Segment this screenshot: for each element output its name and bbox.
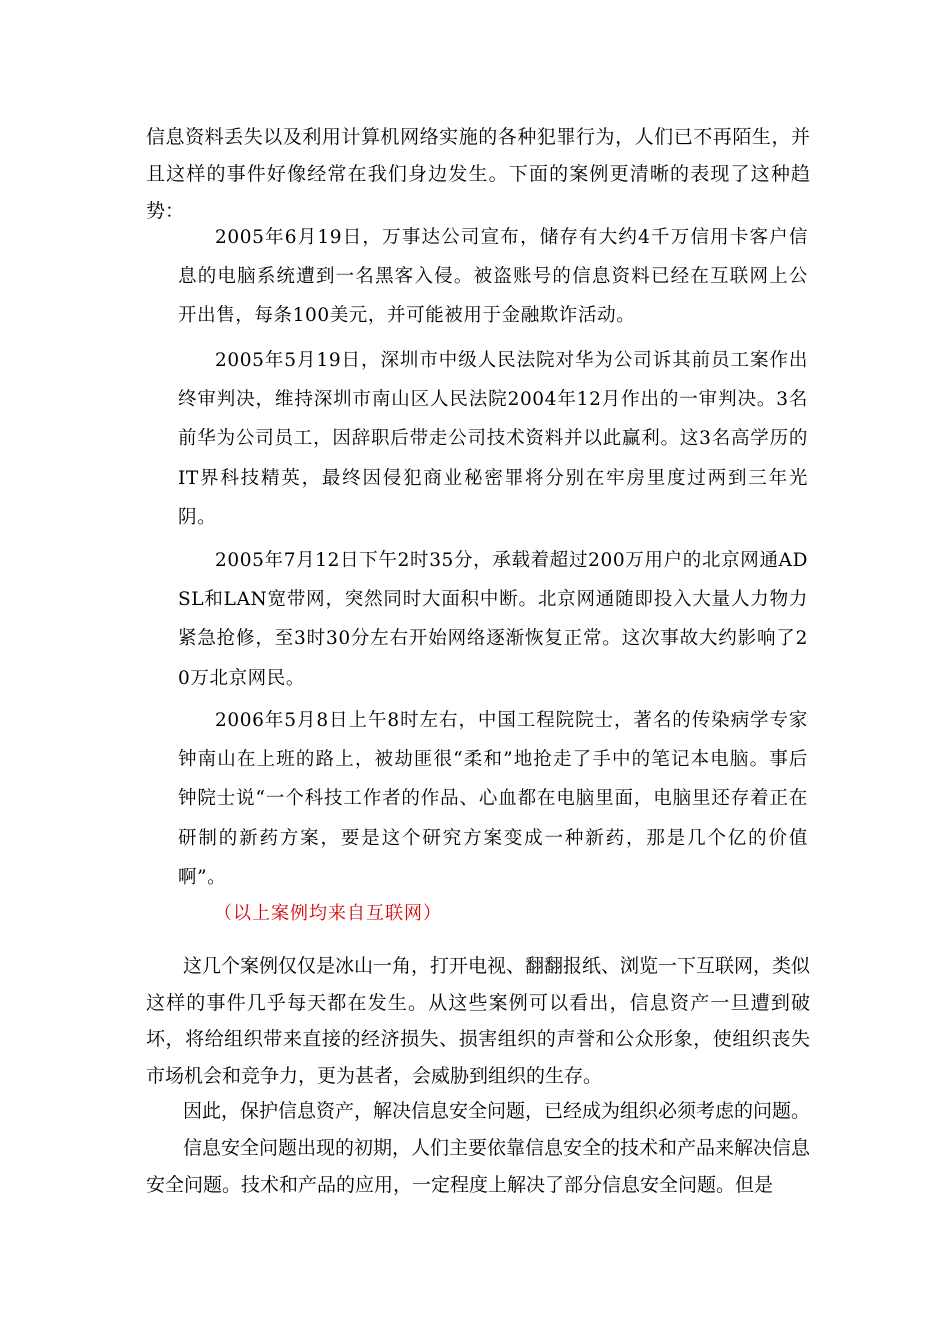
body-paragraph-history: 信息安全问题出现的初期，人们主要依靠信息安全的技术和产品来解决信息安全问题。技术和产品的应用，一定程度上解决了部分信息安全问题。但是 (146, 1137, 811, 1196)
body-paragraph-analysis: 这几个案例仅仅是冰山一角，打开电视、翻翻报纸、浏览一下互联网，类似这样的事件几乎每天都在发生。从这些案例可以看出，信息资产一旦遭到破坏，将给组织带来直接的经济损失、损害组织的声誉和公众形象，使组织丧失市场机会和竞争力，更为甚者，会威胁到组织的生存。 (146, 955, 811, 1087)
source-note: （以上案例均来自互联网） (214, 903, 442, 924)
case-paragraph-netcom: 2005年7月12日下午2时35分，承载着超过200万用户的北京网通ADSL和LAN宽带网，突然同时大面积中断。北京网通随即投入大量人力物力紧急抢修，至3时30分左右开始网络逐渐恢复正常。这次事故大约影响了20万北京网民。 (178, 550, 808, 689)
case-paragraph-huawei: 2005年5月19日，深圳市中级人民法院对华为公司诉其前员工案作出终审判决，维持深圳市南山区人民法院2004年12月作出的一审判决。3名前华为公司员工，因辞职后带走公司技术资料并以此赢利。这3名高学历的IT界科技精英，最终因侵犯商业秘密罪将分别在牢房里度过两到三年光阴。 (178, 350, 808, 528)
case-paragraph-zhong-nanshan: 2006年5月8日上午8时左右，中国工程院院士，著名的传染病学专家钟南山在上班的路上，被劫匪很“柔和”地抢走了手中的笔记本电脑。事后钟院士说“一个科技工作者的作品、心血都在电脑里面，电脑里还存着正在研制的新药方案，要是这个研究方案变成一种新药，那是几个亿的价值啊”。 (178, 710, 808, 888)
intro-paragraph: 信息资料丢失以及利用计算机网络实施的各种犯罪行为，人们已不再陌生，并且这样的事件好像经常在我们身边发生。下面的案例更清晰的表现了这种趋势： (146, 126, 810, 222)
case-paragraph-mastercard: 2005年6月19日，万事达公司宣布，储存有大约4千万信用卡客户信息的电脑系统遭到一名黑客入侵。被盗账号的信息资料已经在互联网上公开出售，每条100美元，并可能被用于金融欺诈活动。 (178, 227, 808, 327)
body-paragraph-conclusion: 因此，保护信息资产，解决信息安全问题，已经成为组织必须考虑的问题。 (183, 1100, 811, 1122)
